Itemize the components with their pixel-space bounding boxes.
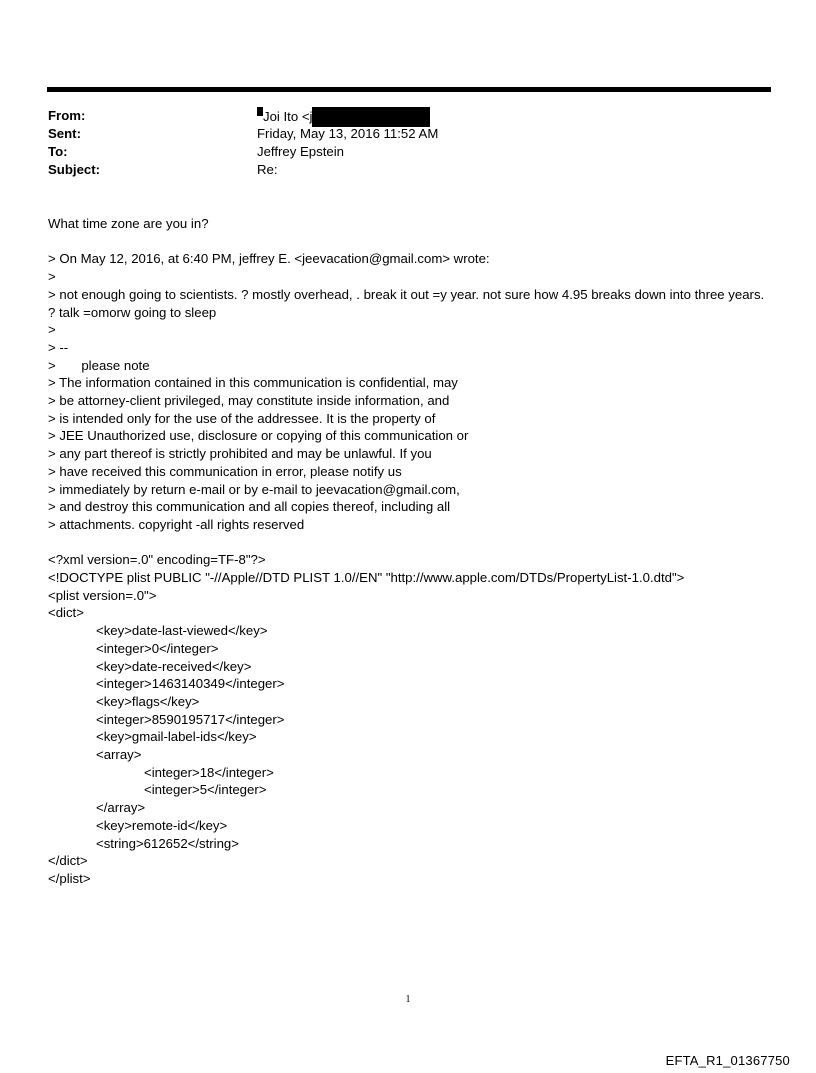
xml-value-line: <integer>8590195717</integer> bbox=[96, 711, 285, 727]
xml-dict-open: <dict> bbox=[48, 605, 84, 621]
body-question: What time zone are you in? bbox=[48, 216, 209, 231]
xml-doctype: <!DOCTYPE plist PUBLIC "-//Apple//DTD PLIST 1.0//EN" "http://www.apple.com/DTDs/PropertyList-1.0.dtd"> bbox=[48, 570, 685, 586]
xml-value-line: <integer>18</integer> bbox=[144, 764, 274, 780]
xml-key-line: <key>gmail-label-ids</key> bbox=[96, 729, 257, 745]
page-number: 1 bbox=[405, 994, 411, 1005]
disclaimer-line: > JEE Unauthorized use, disclosure or copying of this communication or bbox=[48, 428, 469, 444]
disclaimer-line: > have received this communication in error, please notify us bbox=[48, 463, 402, 479]
xml-array-open: <array> bbox=[96, 747, 142, 763]
sent-row bbox=[48, 125, 748, 143]
disclaimer-line: > The information contained in this communication is confidential, may bbox=[48, 375, 458, 391]
xml-plist-close: </plist> bbox=[48, 870, 91, 886]
disclaimer-line: > be attorney-client privileged, may constitute inside information, and bbox=[48, 393, 450, 409]
xml-value-line: <integer>5</integer> bbox=[144, 782, 267, 798]
quote-marker: > bbox=[48, 322, 56, 338]
sent-label: Sent: bbox=[48, 126, 81, 141]
from-value: Joi Ito <j bbox=[263, 109, 313, 124]
to-row bbox=[48, 143, 748, 161]
xml-plist-open: <plist version=.0"> bbox=[48, 587, 157, 603]
xml-key-line: <key>flags</key> bbox=[96, 693, 200, 709]
xml-array-close: </array> bbox=[96, 800, 146, 816]
xml-value-line: <integer>1463140349</integer> bbox=[96, 676, 285, 692]
quote-please-note: > please note bbox=[48, 357, 150, 373]
email-header bbox=[48, 107, 748, 179]
quoted-message: > not enough going to scientists. ? mostly overhead, . break it out =y year. not sure how 4.95 breaks down into three years. ? talk =omorw going to sleep bbox=[48, 286, 765, 320]
sent-value: Friday, May 13, 2016 11:52 AM bbox=[257, 126, 439, 141]
from-value-container bbox=[257, 107, 430, 127]
redaction-box bbox=[312, 107, 430, 127]
disclaimer-line: > attachments. copyright -all rights reserved bbox=[48, 516, 305, 532]
xml-key-line: <key>date-last-viewed</key> bbox=[96, 623, 268, 639]
disclaimer-line: > is intended only for the use of the addressee. It is the property of bbox=[48, 410, 436, 426]
from-label: From: bbox=[48, 108, 86, 123]
quote-marker: > bbox=[48, 269, 56, 285]
to-value: Jeffrey Epstein bbox=[257, 144, 344, 159]
xml-dict-close: </dict> bbox=[48, 853, 88, 869]
to-label: To: bbox=[48, 144, 68, 159]
disclaimer-line: > and destroy this communication and all copies thereof, including all bbox=[48, 499, 451, 515]
xml-key-line: <key>remote-id</key> bbox=[96, 817, 228, 833]
subject-label: Subject: bbox=[48, 162, 101, 177]
xml-key-line: <key>date-received</key> bbox=[96, 658, 252, 674]
disclaimer-line: > any part thereof is strictly prohibited and may be unlawful. If you bbox=[48, 446, 432, 462]
document-id: EFTA_R1_01367750 bbox=[665, 1053, 790, 1068]
quote-signature-dash: > -- bbox=[48, 339, 69, 355]
blank-line bbox=[48, 534, 773, 552]
header-divider-rule bbox=[47, 87, 771, 92]
xml-value-line: <integer>0</integer> bbox=[96, 640, 219, 656]
xml-value-line: <string>612652</string> bbox=[96, 835, 239, 851]
xml-declaration: <?xml version=.0" encoding=TF-8"?> bbox=[48, 552, 266, 568]
subject-value: Re: bbox=[257, 162, 278, 177]
from-row bbox=[48, 107, 748, 125]
disclaimer-line: > immediately by return e-mail or by e-mail to jeevacation@gmail.com, bbox=[48, 481, 460, 497]
subject-row bbox=[48, 161, 748, 179]
email-body bbox=[48, 215, 773, 888]
blank-line bbox=[48, 233, 773, 251]
quote-intro: > On May 12, 2016, at 6:40 PM, jeffrey E. <jeevacation@gmail.com> wrote: bbox=[48, 251, 490, 267]
